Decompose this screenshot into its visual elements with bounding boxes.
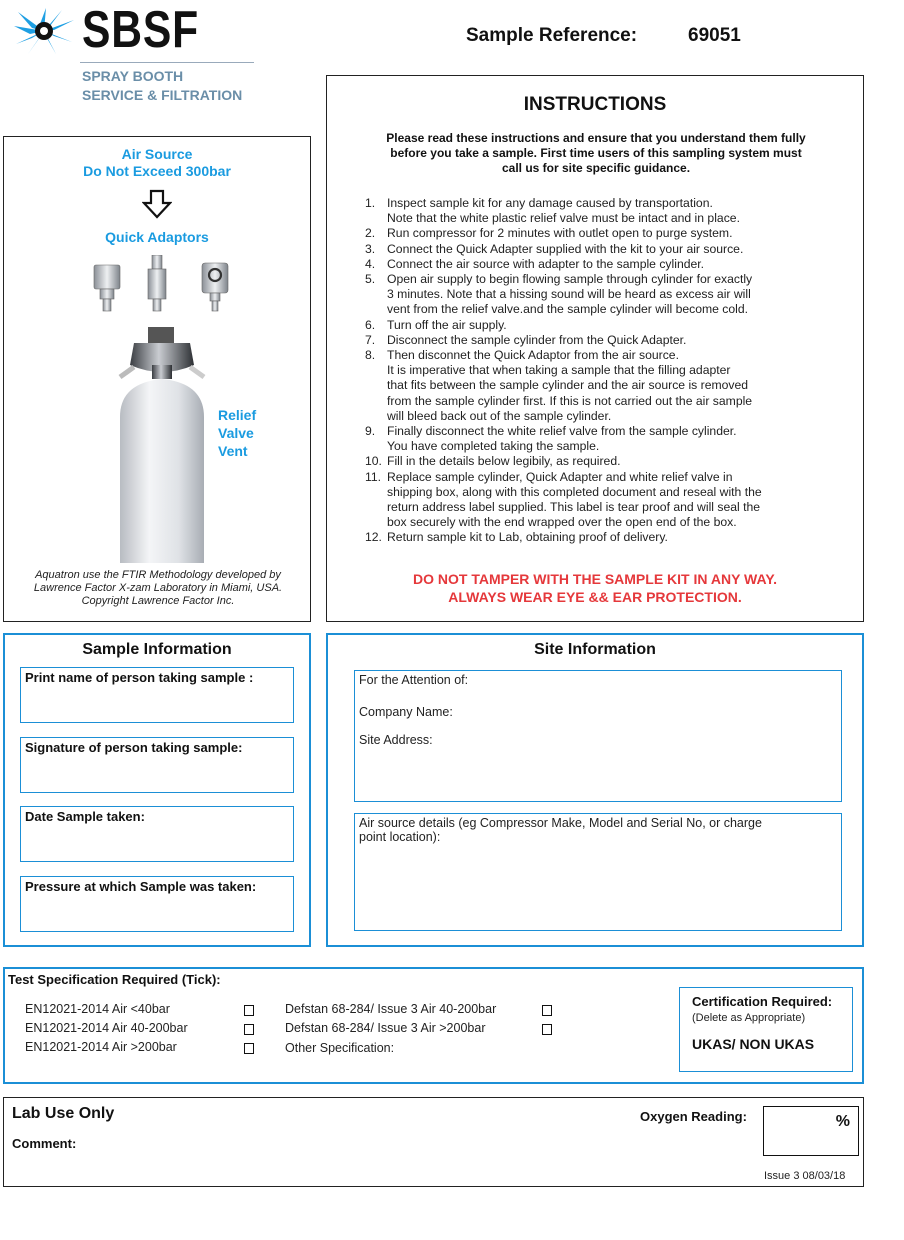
logo-divider [80,62,254,63]
relief-valve-label-1: Relief [218,407,257,423]
caption-line-3: Copyright Lawrence Factor Inc. [81,595,235,607]
lab-comment-label: Comment: [12,1136,77,1151]
signature-field[interactable]: Signature of person taking sample: [20,737,294,793]
diagram-panel [3,136,311,622]
person-name-field[interactable]: Print name of person taking sample : [20,667,294,723]
instruction-step [347,242,857,257]
warning-line-2: ALWAYS WEAR EYE && EAR PROTECTION. [448,589,742,605]
checkbox-defstan-gt200[interactable] [542,1024,552,1035]
spec-option-defstan-40-200: Defstan 68-284/ Issue 3 Air 40-200bar [285,1002,497,1016]
caption-line-2: Lawrence Factor X-zam Laboratory in Miami, USA. [33,582,283,594]
step-text-line: from the sample cylinder first. If this is not carried out the air sample [387,393,753,408]
certification-title: Certification Required: [692,994,833,1009]
intro-line-2: before you take a sample. First time users of this sampling system must [390,146,802,160]
step-text-line: Note that the white plastic relief valve must be intact and in place. [387,211,740,226]
step-number: 9. [365,424,376,439]
step-text-line: Then disconnet the Quick Adaptor from the air source. [387,348,679,363]
step-text-line: Fill in the details below legibily, as required. [387,454,621,469]
step-text-line: Replace sample cylinder, Quick Adapter and white relief valve in [387,469,733,484]
step-text-line: You have completed taking the sample. [387,439,600,454]
intro-line-1: Please read these instructions and ensure that you understand them fully [386,131,806,145]
step-text-line: will bleed back out of the sample cylinder. [387,408,612,423]
sample-cylinder-icon [112,327,212,568]
spec-option-defstan-gt200: Defstan 68-284/ Issue 3 Air >200bar [285,1021,486,1035]
step-number: 2. [365,226,376,241]
instruction-step [347,226,857,241]
step-text-line: Turn off the air supply. [387,317,507,332]
air-source-details-line-2: point location): [359,830,441,844]
sample-reference-value: 69051 [688,25,741,46]
step-number: 6. [365,317,376,332]
instructions-list [347,196,857,546]
certification-note: (Delete as Appropriate) [692,1012,806,1024]
oxygen-reading-label: Oxygen Reading: [640,1109,747,1124]
logo-tagline-1: SPRAY BOOTH [82,68,184,84]
step-text-line: It is imperative that when taking a sample that the filling adapter [387,363,731,378]
issue-number: Issue 3 08/03/18 [764,1170,846,1182]
step-number: 3. [365,241,376,256]
site-information-panel [326,633,864,947]
spec-option-en-40-200: EN12021-2014 Air 40-200bar [25,1021,188,1035]
air-source-label: Air Source [121,146,193,162]
instruction-step [347,424,857,454]
instruction-step [347,530,857,545]
instruction-step [347,470,857,531]
instruction-step [347,196,857,226]
spec-option-other: Other Specification: [285,1041,395,1055]
sample-reference-label: Sample Reference: [466,25,638,46]
step-number: 8. [365,348,376,363]
safety-warning [327,570,863,606]
logo-wordmark: SBSF [82,1,200,59]
site-details-field[interactable] [354,670,842,802]
step-number: 10. [365,454,382,469]
instruction-step [347,454,857,469]
instruction-step [347,333,857,348]
instructions-title: INSTRUCTIONS [523,94,667,115]
sample-pressure-field[interactable]: Pressure at which Sample was taken: [20,876,294,932]
step-text-line: Inspect sample kit for any damage caused by transportation. [387,196,713,210]
spec-option-en-lt40: EN12021-2014 Air <40bar [25,1002,170,1016]
oxygen-unit: % [835,1113,850,1130]
air-source-limit-label: Do Not Exceed 300bar [83,163,231,179]
test-specification-panel [3,967,864,1084]
spec-option-en-gt200: EN12021-2014 Air >200bar [25,1040,177,1054]
diagram-caption [10,569,306,608]
instruction-step [347,257,857,272]
air-source-details-field[interactable] [354,813,842,931]
step-number: 4. [365,256,376,271]
relief-valve-label-3: Vent [218,443,248,459]
logo-icon [10,4,78,58]
caption-line-1: Aquatron use the FTIR Methodology developed by [35,569,281,581]
step-text-line: shipping box, along with this completed document and reseal with the [387,484,762,499]
step-number: 5. [365,272,376,287]
step-text-line: vent from the relief valve.and the sample cylinder will become cold. [387,302,749,317]
company-name-label: Company Name: [359,705,453,719]
step-text-line: that fits between the sample cylinder and the air source is removed [387,378,749,393]
checkbox-en-40-200[interactable] [244,1024,254,1035]
warning-line-1: DO NOT TAMPER WITH THE SAMPLE KIT IN ANY WAY. [412,571,777,587]
step-text-line: Connect the Quick Adapter supplied with the kit to your air source. [387,241,744,256]
instruction-step [347,272,857,318]
arrow-down-icon [142,189,172,224]
step-text-line: Run compressor for 2 minutes with outlet open to purge system. [387,226,733,241]
sample-date-field[interactable]: Date Sample taken: [20,806,294,862]
step-text-line: Finally disconnect the white relief valve from the sample cylinder. [387,424,737,439]
logo-tagline-2: SERVICE & FILTRATION [82,87,243,103]
site-address-label: Site Address: [359,733,433,747]
instructions-intro [347,131,845,176]
step-text-line: Connect the air source with adapter to the sample cylinder. [387,256,705,271]
air-source-details-line-1: Air source details (eg Compressor Make, Model and Serial No, or charge [359,816,762,830]
certification-box [679,987,853,1072]
oxygen-reading-field[interactable] [763,1106,859,1156]
checkbox-en-gt200[interactable] [244,1043,254,1054]
lab-use-title: Lab Use Only [12,1105,115,1122]
step-text-line: Disconnect the sample cylinder from the Quick Adapter. [387,332,687,347]
step-number: 7. [365,332,376,347]
sample-information-panel [3,633,311,947]
instruction-step [347,318,857,333]
step-number: 1. [365,196,376,210]
instructions-panel [326,75,864,622]
intro-line-3: call us for site specific guidance. [501,161,691,175]
attention-label: For the Attention of: [359,673,469,687]
step-number: 11. [365,469,382,484]
lab-use-panel [3,1097,864,1187]
quick-adaptors-label: Quick Adaptors [105,229,209,245]
step-text-line: Open air supply to begin flowing sample through cylinder for exactly [387,272,753,287]
quick-adaptors-icon [90,255,230,320]
checkbox-en-lt40[interactable] [244,1005,254,1016]
relief-valve-label-2: Valve [218,425,254,441]
step-text-line: box securely with the end wrapped over the open end of the box. [387,515,737,530]
checkbox-defstan-40-200[interactable] [542,1005,552,1016]
instruction-step [347,348,857,424]
test-specification-title: Test Specification Required (Tick): [8,972,221,987]
site-information-title: Site Information [534,641,656,658]
step-text-line: 3 minutes. Note that a hissing sound will be heard as excess air will [387,287,751,302]
step-text-line: Return sample kit to Lab, obtaining proof of delivery. [387,530,668,545]
sample-information-title: Sample Information [82,641,232,658]
step-text-line: return address label supplied. This label is tear proof and will seal the [387,500,761,515]
step-number: 12. [365,530,382,545]
certification-options[interactable]: UKAS/ NON UKAS [692,1036,815,1052]
